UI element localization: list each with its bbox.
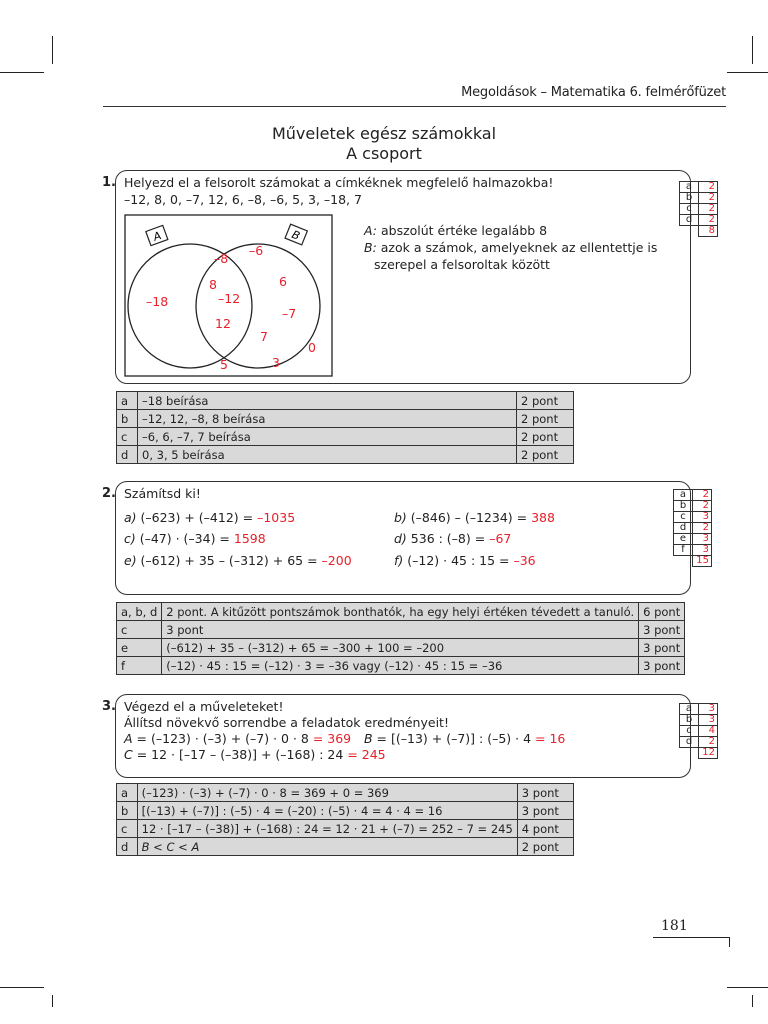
q2-item-f: f) (–12) · 45 : 15 = –36 xyxy=(394,553,536,568)
venn-label-b: B xyxy=(289,228,302,243)
venn-outside-0: 0 xyxy=(308,340,316,355)
q1-grading-table xyxy=(116,391,574,464)
table-row: c 12 · [–17 – (–38)] + (–168) : 24 = 12 · 21 + (–7) = 252 – 7 = 245 4 pont xyxy=(117,820,574,838)
venn-only-b-1: 6 xyxy=(279,274,287,289)
q2-item-c: c) (–47) · (–34) = 1598 xyxy=(124,531,266,546)
crop-mark xyxy=(727,987,768,988)
q3-expr-a: A = (–123) · (–3) + (–7) · 0 · 8 = 369 xyxy=(124,731,352,746)
running-header: Megoldások – Matematika 6. felmérőfüzet xyxy=(461,85,726,100)
table-row: a, b, d 2 pont. A kitűzött pontszámok bonthatók, ha egy helyi értéken tévedett a tanuló. 6 pont xyxy=(117,603,685,621)
venn-both-2: –12 xyxy=(218,291,241,306)
q3-grading-table xyxy=(116,783,574,856)
q1-score-table: a 2 b 2 c 2 d 2 8 xyxy=(679,181,718,237)
venn-only-b-2: –7 xyxy=(282,306,297,321)
q2-number: 2. xyxy=(102,486,116,501)
q3-score-total: 12 xyxy=(699,748,718,759)
venn-label-a: A xyxy=(151,229,163,244)
page-subtitle: A csoport xyxy=(346,144,422,163)
q2-instruction: Számítsd ki! xyxy=(124,486,201,501)
table-row: a –18 beírása 2 pont xyxy=(117,392,574,410)
q1-def-b: B: azok a számok, amelyeknek az ellentettje is xyxy=(364,240,658,255)
crop-mark xyxy=(52,36,53,64)
page-number: 181 xyxy=(661,918,688,934)
venn-tag-a xyxy=(146,225,168,245)
table-row: d B < C < A 2 pont xyxy=(117,838,574,856)
crop-mark xyxy=(727,72,768,73)
page-number-rule xyxy=(653,937,730,938)
q1-score-total: 8 xyxy=(699,226,718,237)
table-row: c –6, 6, –7, 7 beírása 2 pont xyxy=(117,428,574,446)
venn-both-0: –8 xyxy=(214,251,229,266)
venn-only-b-3: 7 xyxy=(260,329,268,344)
q3-expr-c: C = 12 · [–17 – (–38)] + (–168) : 24 = 245 xyxy=(124,747,386,762)
q1-def-b-cont: szerepel a felsoroltak között xyxy=(374,257,550,272)
q1-numbers: –12, 8, 0, –7, 12, 6, –8, –6, 5, 3, –18, 7 xyxy=(124,192,362,207)
venn-only-b-0: –6 xyxy=(249,243,264,258)
q2-item-b: b) (–846) – (–1234) = 388 xyxy=(394,510,555,525)
table-row: c 3 pont 3 pont xyxy=(117,621,685,639)
header-rule xyxy=(103,106,726,107)
q2-item-d: d) 536 : (–8) = –67 xyxy=(394,531,512,546)
q1-instruction: Helyezd el a felsorolt számokat a címkéknek megfelelő halmazokba! xyxy=(124,175,554,190)
venn-both-1: 8 xyxy=(209,277,217,292)
crop-mark xyxy=(752,995,753,1007)
q2-score-total: 15 xyxy=(693,556,712,567)
page-title: Műveletek egész számokkal xyxy=(271,124,497,143)
q2-item-e: e) (–612) + 35 – (–312) + 65 = –200 xyxy=(124,553,352,568)
crop-mark xyxy=(52,995,53,1007)
table-row: a (–123) · (–3) + (–7) · 0 · 8 = 369 + 0 = 369 3 pont xyxy=(117,784,574,802)
venn-only-a-0: –18 xyxy=(146,294,169,309)
q1-def-a: A: abszolút értéke legalább 8 xyxy=(364,223,548,238)
q2-item-a: a) (–623) + (–412) = –1035 xyxy=(124,510,296,525)
crop-mark xyxy=(0,987,44,988)
q1-number: 1. xyxy=(102,175,116,190)
q3-instruction-1: Végezd el a műveleteket! xyxy=(124,699,284,714)
q3-number: 3. xyxy=(102,699,116,714)
crop-mark xyxy=(752,36,753,64)
venn-tag-b xyxy=(285,224,307,245)
q3-expr-b: B = [(–13) + (–7)] : (–5) · 4 = 16 xyxy=(364,731,566,746)
venn-diagram xyxy=(124,214,334,378)
page-number-tick xyxy=(729,937,730,947)
table-row: b –12, 12, –8, 8 beírása 2 pont xyxy=(117,410,574,428)
q3-score-table: a 3 b 3 c 4 d 2 12 xyxy=(679,703,718,759)
crop-mark xyxy=(0,72,44,73)
q2-grading-table xyxy=(116,602,685,675)
venn-both-3: 12 xyxy=(215,316,231,331)
table-row: d 0, 3, 5 beírása 2 pont xyxy=(117,446,574,464)
q2-score-table: a 2 b 2 c 3 d 2 e 3 f 3 15 xyxy=(673,489,712,567)
table-row: f (–12) · 45 : 15 = (–12) · 3 = –36 vagy (–12) · 45 : 15 = –36 3 pont xyxy=(117,657,685,675)
venn-outside-1: 5 xyxy=(220,357,228,372)
table-row: b [(–13) + (–7)] : (–5) · 4 = (–20) : (–5) · 4 = 4 · 4 = 16 3 pont xyxy=(117,802,574,820)
venn-outside-2: 3 xyxy=(272,355,280,370)
q3-instruction-2: Állítsd növekvő sorrendbe a feladatok eredményeit! xyxy=(124,715,449,730)
table-row: e (–612) + 35 – (–312) + 65 = –300 + 100 = –200 3 pont xyxy=(117,639,685,657)
